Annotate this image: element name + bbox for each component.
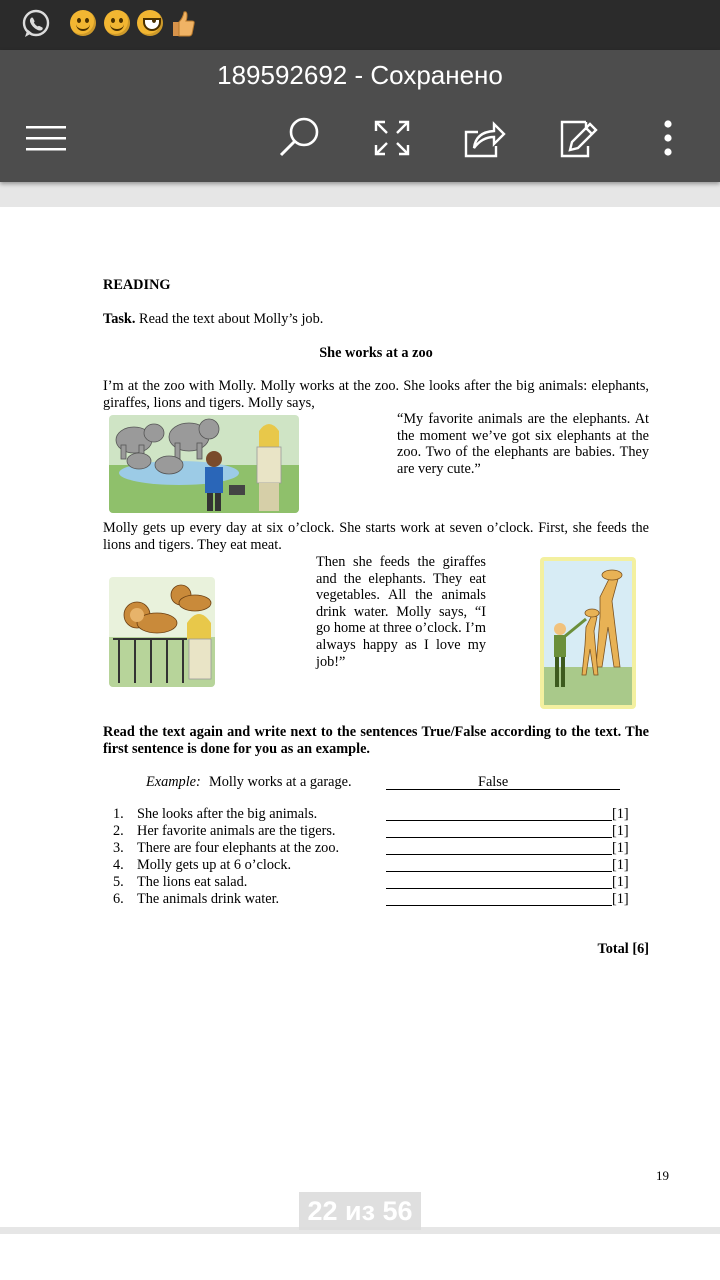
- example-label-text: Example:: [146, 774, 201, 790]
- document-page[interactable]: [0, 207, 720, 1227]
- document-title: 189592692 - Сохранено: [217, 60, 503, 90]
- example-answer-line[interactable]: [386, 774, 620, 790]
- answer-line[interactable]: [386, 806, 612, 821]
- list-item: 3. There are four elephants at the zoo. [1]: [113, 840, 629, 856]
- whatsapp-icon: [20, 8, 52, 40]
- answer-line[interactable]: [386, 823, 612, 838]
- blush-emoji: [104, 10, 130, 36]
- app-toolbar: [0, 50, 720, 182]
- story-title: She works at a zoo: [319, 345, 433, 361]
- list-item: 2. Her favorite animals are the tigers. [1]: [113, 823, 629, 839]
- thumbs-up-emoji: [170, 8, 196, 38]
- answer-line[interactable]: [386, 857, 612, 872]
- edit-icon[interactable]: [556, 116, 600, 160]
- list-item: 6. The animals drink water. [1]: [113, 891, 629, 907]
- answer-line[interactable]: [386, 874, 612, 889]
- menu-icon[interactable]: [24, 116, 68, 160]
- giraffes-illustration: [540, 557, 636, 709]
- task-text: Read the text about Molly’s job.: [135, 311, 324, 327]
- tf-list: [103, 806, 649, 910]
- smile-emoji: [70, 10, 96, 36]
- paragraph-3: Then she feeds the giraffes and the elephants. They eat vegetables. All the animals drink water. Molly says, “I go home at three o’clock. I’m always happy as I love my job!”: [316, 554, 486, 670]
- paragraph-1: I’m at the zoo with Molly. Molly works at the zoo. She looks after the big animals: elephants, giraffes, lions and tigers. Molly says,: [103, 378, 649, 411]
- next-page-edge: [0, 1234, 720, 1280]
- paragraph-2: Molly gets up every day at six o’clock. She starts work at seven o’clock. First, she feeds the lions and tigers. They eat meat.: [103, 520, 649, 553]
- elephants-illustration: [109, 415, 299, 513]
- share-icon[interactable]: [462, 116, 506, 160]
- search-icon[interactable]: [278, 116, 322, 160]
- example-text: Molly works at a garage.: [209, 774, 352, 790]
- list-item: 1. She looks after the big animals. [1]: [113, 806, 629, 822]
- status-bar: [0, 0, 720, 50]
- task-label: Task.: [103, 311, 136, 327]
- example-label: [146, 774, 201, 791]
- list-item: 5. The lions eat salad. [1]: [113, 874, 629, 890]
- answer-line[interactable]: [386, 840, 612, 855]
- laugh-emoji: [137, 10, 163, 36]
- list-item: 4. Molly gets up at 6 o’clock. [1]: [113, 857, 629, 873]
- total-score: Total [6]: [597, 941, 649, 957]
- section-heading: READING: [103, 277, 171, 293]
- instruction: Read the text again and write next to the sentences True/False according to the text. The first sentence is done for you as an example.: [103, 724, 649, 757]
- answer-line[interactable]: [386, 891, 612, 906]
- task-line: [103, 311, 323, 328]
- lions-illustration: [109, 577, 215, 687]
- page-counter: 22 из 56: [299, 1192, 421, 1230]
- example-answer: False: [478, 774, 509, 790]
- more-icon[interactable]: [646, 116, 690, 160]
- page-number: 19: [656, 1168, 669, 1183]
- fullscreen-icon[interactable]: [370, 116, 414, 160]
- quote-1: “My favorite animals are the elephants. At the moment we’ve got six elephants at the zoo. Two of the elephants are babies. They are very cute.”: [397, 411, 649, 477]
